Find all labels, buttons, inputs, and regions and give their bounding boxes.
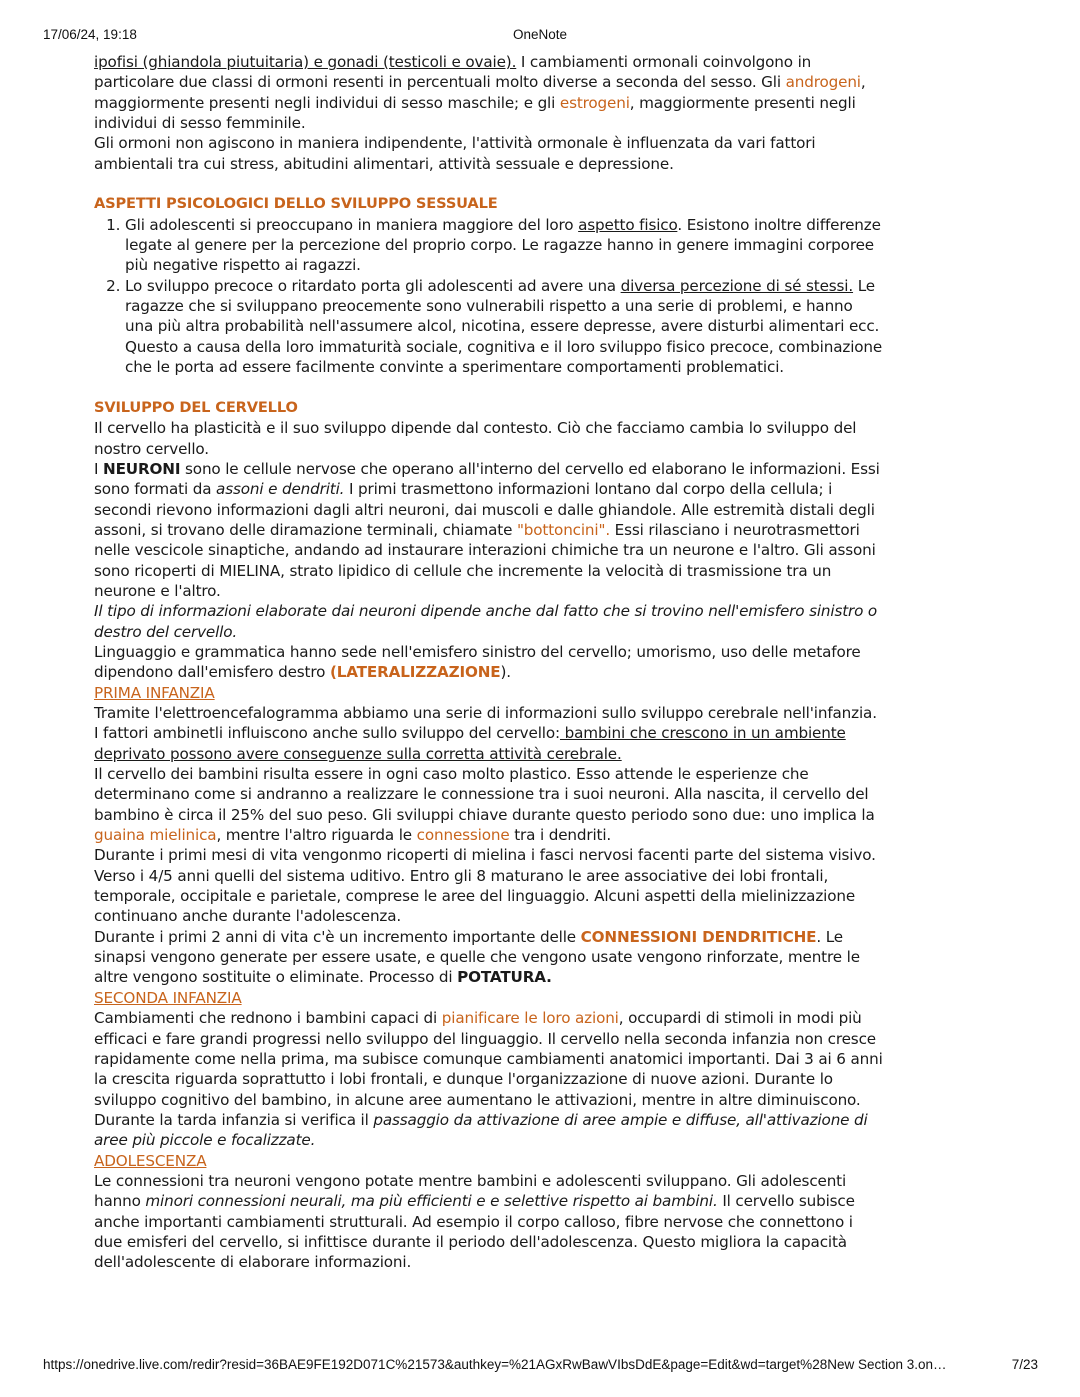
cervello-paragraph-2: I NEURONI sono le cellule nervose che operano all'interno del cervello ed elaborano le informazioni. Essi sono formati da assoni e dendriti. I primi trasmettono informazioni lontano dal corpo della cellula; i secondi rievono informazioni dagli altri neuroni, dai muscoli e dalle ghiandole. Alle estremità distali degli assoni, si trovano delle diramazione terminali, chiamate "bottoncini". Essi rilasciano i neurotrasmettori nelle vescicole sinaptiche, andando ad instaurare interazioni chimiche tra un neurone e l'altro. Gli assoni sono ricoperti di MIELINA, strato lipidico di cellule che incremente la velocità di trasmissione tra un neurone e l'altro. [94, 459, 880, 600]
guaina-term: guaina mielinica [94, 826, 217, 845]
intro-paragraph-1: ipofisi (ghiandola piutuitaria) e gonadi (testicoli e ovaie). I cambiamenti ormonali coinvolgono in particolare due classi di ormoni resenti in percentuali molto diverse a seconda del sesso. Gli androgeni, maggiormente presenti negli individui di sesso maschile; e gli estrogeni, maggiormente presenti negli individui di sesso femminile. [94, 53, 866, 133]
intro-paragraph-2: Gli ormoni non agiscono in maniera indipendente, l'attività ormonale è influenzata da vari fattori ambientali tra cui stress, abitudini alimentari, attività sessuale e depressione. [94, 134, 816, 173]
prima-paragraph-3: Durante i primi mesi di vita vengonmo ricoperti di mielina i fasci nervosi facenti parte del sistema visivo. Verso i 4/5 anni quelli del sistema uditivo. Entro gli 8 maturano le aree associative dei lobi frontali, temporale, occipitale e parietale, comprese le aree del linguaggio. Alcuni aspetti della mielinizzazione continuano anche durante l'adolescenza. [94, 846, 876, 926]
list-item: 1. Gli adolescenti si preoccupano in maniera maggiore del loro aspetto fisico. Esistono inoltre differenze legate al genere per la percezione del proprio corpo. Le ragazze hanno in genere immagini corporee più negative rispetto ai ragazzi. [125, 215, 884, 276]
print-datetime: 17/06/24, 19:18 [43, 27, 137, 42]
heading-sviluppo-cervello: SVILUPPO DEL CERVELLO [94, 398, 298, 416]
prima-paragraph-1: Tramite l'elettroencefalogramma abbiamo una serie di informazioni sullo sviluppo cerebrale nell'infanzia. I fattori ambinetli influiscono anche sullo sviluppo del cervello: bambini che crescono in un ambiente deprivato possono avere conseguenze sulla corretta attività cerebrale. [94, 704, 877, 763]
print-app-title: OneNote [512, 27, 568, 42]
lateralizzazione-term: (LATERALIZZAZIONE [329, 663, 501, 682]
ipofisi-underlined-text: ipofisi (ghiandola piutuitaria) e gonadi (testicoli e ovaie). [94, 53, 517, 71]
percezione-underlined: diversa percezione di sé stessi. [620, 276, 854, 295]
print-url: https://onedrive.live.com/redir?resid=36BAE9FE192D071C%21573&authkey=%21AGxRwBawVIbsDdE&page=Edit&wd=target%28New Section 3.on… [43, 1357, 947, 1372]
pianificare-term: pianificare le loro azioni [441, 1009, 619, 1028]
neuroni-bold: NEURONI [103, 459, 181, 478]
adolescenza-paragraph-1: Le connessioni tra neuroni vengono potate mentre bambini e adolescenti sviluppano. Gli adolescenti hanno minori connessioni neurali, ma più efficienti e e selettive rispetto ai bambini. Il cervello subisce anche importanti cambiamenti strutturali. Ad esempio il corpo calloso, fibre nervose che connettono i due emisferi del cervello, si infittisce durante il periodo dell'adolescenza. Questo migliora la capacità dell'adolescente di elaborare informazioni. [94, 1171, 855, 1272]
page-counter: 7/23 [1011, 1357, 1038, 1372]
deprivato-underlined: bambini che crescono in un ambiente deprivato possono avere conseguenze sulla corretta attività cerebrale. [94, 724, 846, 763]
seconda-paragraph-1: Cambiamenti che rednono i bambini capaci di pianificare le loro azioni, occupardi di stimoli in modi più efficaci e fare grandi progressi nello sviluppo del linguaggio. Il cervello nella seconda infanzia non cresce rapidamente come nella prima, ma subisce comunque cambiamenti anatomici importanti. Dai 3 ai 6 anni la crescita riguarda soprattutto i lobi frontali, e dunque l'organizzazione di nuove azioni. Durante lo sviluppo cognitivo del bambino, in alcune aree aumentano le attivazioni, mentre in altre diminuiscono. Durante la tarda infanzia si verifica il passaggio da attivazione di aree ampie e diffuse, all'attivazione di aree più piccole e focalizzate. [94, 1009, 883, 1150]
cervello-paragraph-italic: Il tipo di informazioni elaborate dai neuroni dipende anche dal fatto che si trovino nell'emisfero sinistro o destro del cervello. [94, 602, 878, 641]
prima-paragraph-2: Il cervello dei bambini risulta essere in ogni caso molto plastico. Esso attende le esperienze che determinano come si andranno a realizzare le connessione tra i suoi neuroni. Alla nascita, il cervello del bambino è circa il 25% del suo peso. Gli sviluppi chiave durante questo periodo sono due: uno implica la guaina mielinica, mentre l'altro riguarda le connessione tra i dendriti. [94, 765, 875, 845]
estrogeni-term: estrogeni [559, 93, 630, 112]
bottoncini-term: "bottoncini". [516, 520, 610, 539]
list-item: 2. Lo sviluppo precoce o ritardato porta gli adolescenti ad avere una diversa percezione di sé stessi. Le ragazze che si sviluppano preocemente sono vulnerabili rispetto a una serie di problemi, e hanno una più altra probabilità nell'assumere alcol, nicotina, essere depresse, avere disturbi alimentari ecc. Questo a causa della loro immaturità sociale, cognitiva e il loro sviluppo fisico precoce, combinazione che le porta ad essere facilmente convinte a sperimentare comportamenti problematici. [125, 276, 884, 378]
connessioni-dendritiche-term: CONNESSIONI DENDRITICHE [580, 927, 817, 946]
connessione-term: connessione [416, 826, 510, 845]
androgeni-term: androgeni [785, 73, 861, 92]
subheading-adolescenza: ADOLESCENZA [94, 1151, 207, 1170]
note-content [94, 52, 884, 1273]
aspetto-fisico-underlined: aspetto fisico [578, 215, 678, 234]
prima-paragraph-4: Durante i primi 2 anni di vita c'è un incremento importante delle CONNESSIONI DENDRITICHE. Le sinapsi vengono generate per essere usate, e quelle che vengono usate vengono rinforzate, mentre le altre vengono sostituite o eliminate. Processo di POTATURA. [94, 927, 860, 987]
subheading-seconda-infanzia: SECONDA INFANZIA [94, 988, 242, 1007]
subheading-prima-infanzia: PRIMA INFANZIA [94, 683, 215, 702]
heading-aspetti-psicologici: ASPETTI PSICOLOGICI DELLO SVILUPPO SESSUALE [94, 195, 498, 213]
psico-list [94, 215, 884, 378]
cervello-paragraph-4: Linguaggio e grammatica hanno sede nell'emisfero sinistro del cervello; umorismo, uso delle metafore dipendono dall'emisfero destro (LATERALIZZAZIONE). [94, 642, 861, 682]
potatura-bold: POTATURA. [457, 968, 552, 987]
cervello-paragraph-1: Il cervello ha plasticità e il suo sviluppo dipende dal contesto. Ciò che facciamo cambia lo sviluppo del nostro cervello. [94, 419, 857, 458]
